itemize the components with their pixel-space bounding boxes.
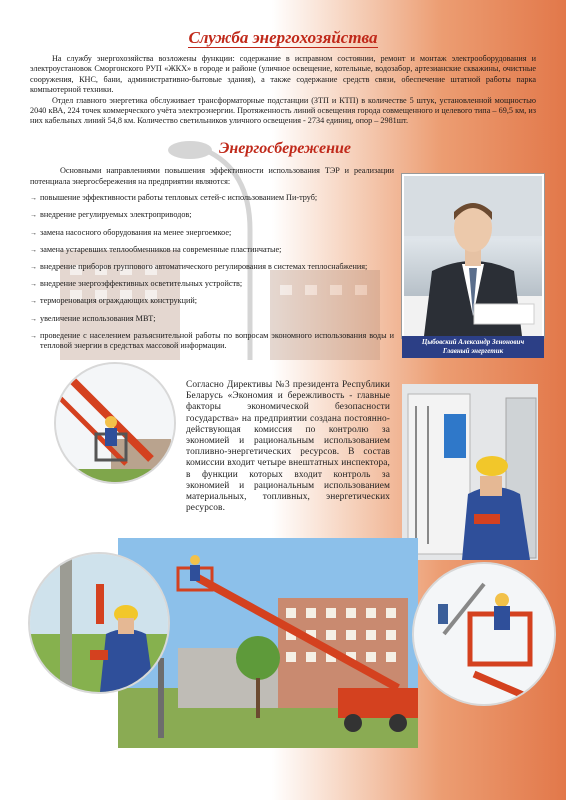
section-title-energy-saving: Энергосбережение [219,140,351,157]
crane-worker-illustration [56,364,174,482]
directions-lead: Основными направлениями повышения эффективности использования ТЭР и реализации потенциала энергосбережения на предприятии являются: [30,166,394,186]
list-item: → замена устаревших теплообменников на современные пластинчатые; [30,245,394,256]
list-item: → внедрение регулируемых электроприводов; [30,210,394,221]
intro-text [30,54,536,127]
worker-at-pole-illustration [30,554,168,692]
list-item: → повышение эффективности работы тепловых сетей-с использованием Пи-труб; [30,193,394,204]
portrait-illustration [404,176,542,336]
list-item: → внедрение энергоэффективных осветительных устройств; [30,279,394,290]
photo-lift-basket [412,562,556,706]
page-title: Служба энергохозяйства [188,28,378,47]
portrait-name: Цыбовский Александр Зенонович [421,338,525,346]
list-item: → внедрение приборов группового автоматического регулирования в системах теплоснабжения; [30,262,394,273]
directive-text: Согласно Директивы №3 президента Республики Беларусь «Экономия и бережливость - главные факторы экономической безопасности государства» на предприятии создана постоянно-действующая комиссия по контролю за экономией и рациональным использованием топливно-энергетических ресурсов. В состав комиссии входит четыре внештатных инспектора, в функции которых входит контроль за экономией и рациональным использованием материальных, топливных, энергетических ресурсов. [186,380,390,514]
photo-electrical-panel [402,384,538,560]
portrait-role: Главный энергетик [442,347,504,355]
electrical-panel-illustration [402,384,538,560]
photo-worker-at-pole [28,552,170,694]
photo-crane-worker [54,362,176,484]
list-item: → термореновация ограждающих конструкций; [30,296,394,307]
portrait-photo [402,174,544,338]
list-item: → проведение с населением разъяснительной работы по вопросам экономного использования воды и тепловой энергии в средствах массовой информации. [30,331,394,352]
directions-list [30,193,394,352]
lift-basket-illustration [414,564,554,704]
portrait-caption [402,336,544,358]
energy-saving-directions [30,166,394,358]
list-item: → замена насосного оборудования на менее энергоемкое; [30,228,394,239]
intro-paragraph-1: На службу энергохозяйства возложены функции: содержание в исправном состоянии, ремонт и монтаж электрооборудования и электроустановок Сморгонского РУП «ЖКХ» в городе и районе (уличное освещение, котельные, водозабор, артезианские скважины, очистные сооружения, КНС, бани, административно-бытовые здания), а также содержание средств связи, обеспечение штатной работы парка компьютерной техники. [30,54,536,95]
intro-paragraph-2: Отдел главного энергетика обслуживает трансформаторные подстанции (ЗТП и КТП) в количестве 5 штук, установленной мощностью 2040 кВА, 224 точек коммерческого учёта электроэнергии. Протяженность линий освещения города совмещенного и целевого типа – 69,5 км, из них кабельных линий 54,8 км. Количество светильников уличного освещения - 2734 единиц, опор – 2981шт. [30,95,536,126]
list-item: → увеличение использования МВТ; [30,314,394,325]
